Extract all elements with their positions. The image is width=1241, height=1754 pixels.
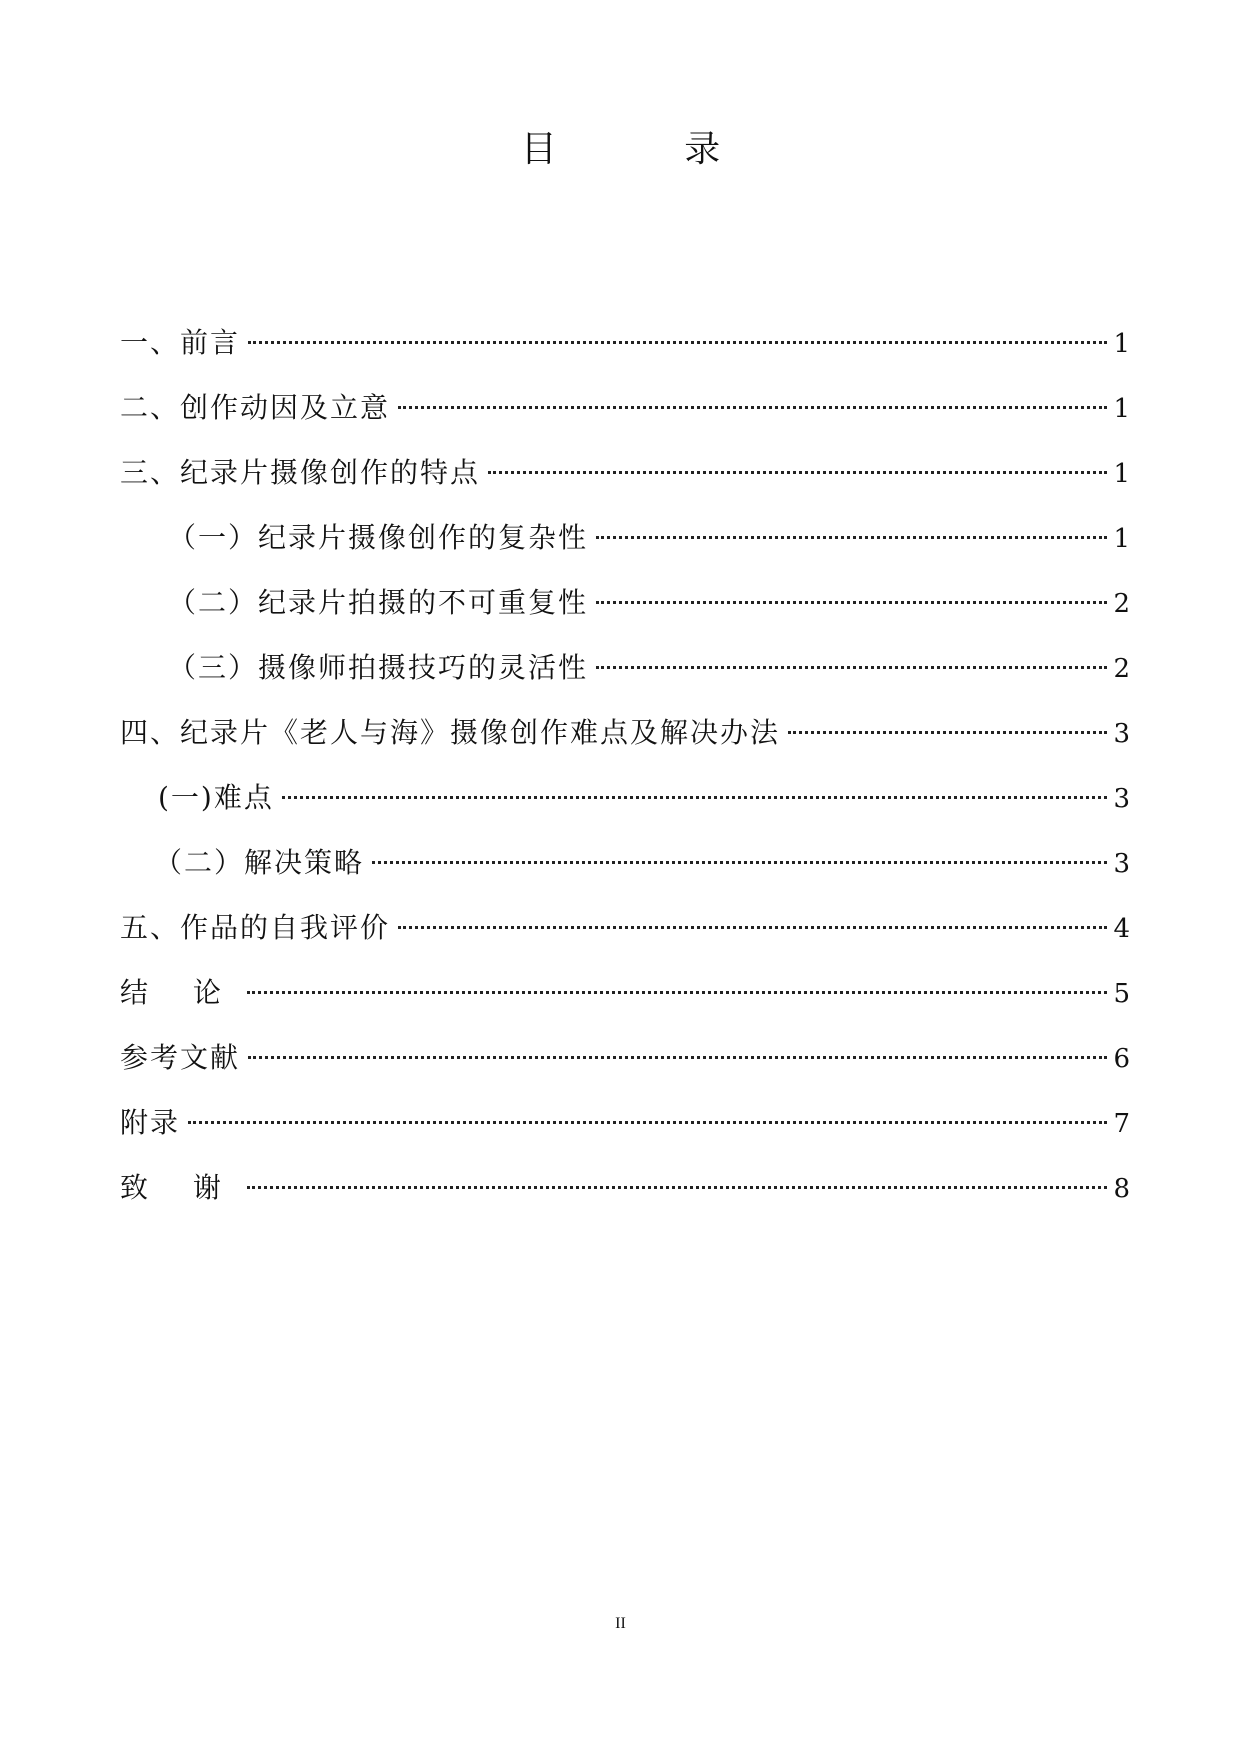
toc-entry-page: 6 bbox=[1113, 1044, 1130, 1074]
toc-entry-label: 参考文献 bbox=[120, 1041, 241, 1074]
toc-entry-unrepeatable[interactable] bbox=[120, 583, 1130, 648]
dot-leader bbox=[788, 731, 1107, 734]
dot-leader bbox=[248, 341, 1107, 344]
toc-entry-label: 附录 bbox=[120, 1106, 181, 1139]
toc-entry-label: 四、纪录片《老人与海》摄像创作难点及解决办法 bbox=[120, 716, 781, 749]
toc-entry-label: （一）纪录片摄像创作的复杂性 bbox=[168, 521, 589, 554]
toc-entry-page: 1 bbox=[1113, 329, 1130, 359]
toc-entry-label: 结 论 bbox=[120, 976, 239, 1009]
toc-entry-characteristics[interactable] bbox=[120, 453, 1130, 518]
toc-entry-acknowledgements[interactable] bbox=[120, 1168, 1130, 1233]
toc-entry-label: (一)难点 bbox=[158, 781, 274, 814]
dot-leader bbox=[247, 991, 1108, 994]
toc-entry-references[interactable] bbox=[120, 1038, 1130, 1103]
toc-entry-strategies[interactable] bbox=[120, 843, 1130, 908]
toc-entry-label: （二）解决策略 bbox=[154, 846, 365, 879]
page-number-footer: II bbox=[615, 1615, 626, 1632]
dot-leader bbox=[248, 1056, 1107, 1059]
toc-entry-difficulties[interactable] bbox=[120, 778, 1130, 843]
toc-entry-motivation[interactable] bbox=[120, 388, 1130, 453]
toc-entry-label: 二、创作动因及立意 bbox=[120, 391, 391, 424]
toc-entry-appendix[interactable] bbox=[120, 1103, 1130, 1168]
toc-entry-label: 致 谢 bbox=[120, 1171, 239, 1204]
toc-entry-page: 1 bbox=[1113, 524, 1130, 554]
dot-leader bbox=[596, 666, 1107, 669]
dot-leader bbox=[488, 471, 1107, 474]
toc-entry-page: 1 bbox=[1113, 459, 1130, 489]
toc-entry-page: 8 bbox=[1113, 1174, 1130, 1204]
dot-leader bbox=[398, 406, 1107, 409]
toc-entry-page: 5 bbox=[1113, 979, 1130, 1009]
dot-leader bbox=[596, 601, 1107, 604]
dot-leader bbox=[188, 1121, 1107, 1124]
table-of-contents bbox=[120, 323, 1130, 1233]
dot-leader bbox=[372, 861, 1107, 864]
toc-entry-page: 1 bbox=[1113, 394, 1130, 424]
dot-leader bbox=[282, 796, 1108, 799]
toc-entry-page: 2 bbox=[1113, 654, 1130, 684]
page-title: 目 录 bbox=[520, 129, 779, 170]
toc-entry-page: 3 bbox=[1113, 784, 1130, 814]
toc-entry-conclusion[interactable] bbox=[120, 973, 1130, 1038]
toc-entry-label: 一、前言 bbox=[120, 326, 241, 359]
toc-entry-complexity[interactable] bbox=[120, 518, 1130, 583]
toc-entry-label: （三）摄像师拍摄技巧的灵活性 bbox=[168, 651, 589, 684]
toc-entry-page: 3 bbox=[1113, 849, 1130, 879]
toc-entry-page: 7 bbox=[1113, 1109, 1130, 1139]
dot-leader bbox=[398, 926, 1107, 929]
toc-entry-preface[interactable] bbox=[120, 323, 1130, 388]
toc-entry-self-evaluation[interactable] bbox=[120, 908, 1130, 973]
toc-entry-flexibility[interactable] bbox=[120, 648, 1130, 713]
dot-leader bbox=[247, 1186, 1108, 1189]
dot-leader bbox=[596, 536, 1107, 539]
toc-entry-difficulties-solutions[interactable] bbox=[120, 713, 1130, 778]
toc-entry-label: （二）纪录片拍摄的不可重复性 bbox=[168, 586, 589, 619]
toc-entry-label: 三、纪录片摄像创作的特点 bbox=[120, 456, 481, 489]
toc-entry-label: 五、作品的自我评价 bbox=[120, 911, 391, 944]
toc-entry-page: 4 bbox=[1113, 914, 1130, 944]
toc-entry-page: 2 bbox=[1113, 589, 1130, 619]
toc-entry-page: 3 bbox=[1113, 719, 1130, 749]
